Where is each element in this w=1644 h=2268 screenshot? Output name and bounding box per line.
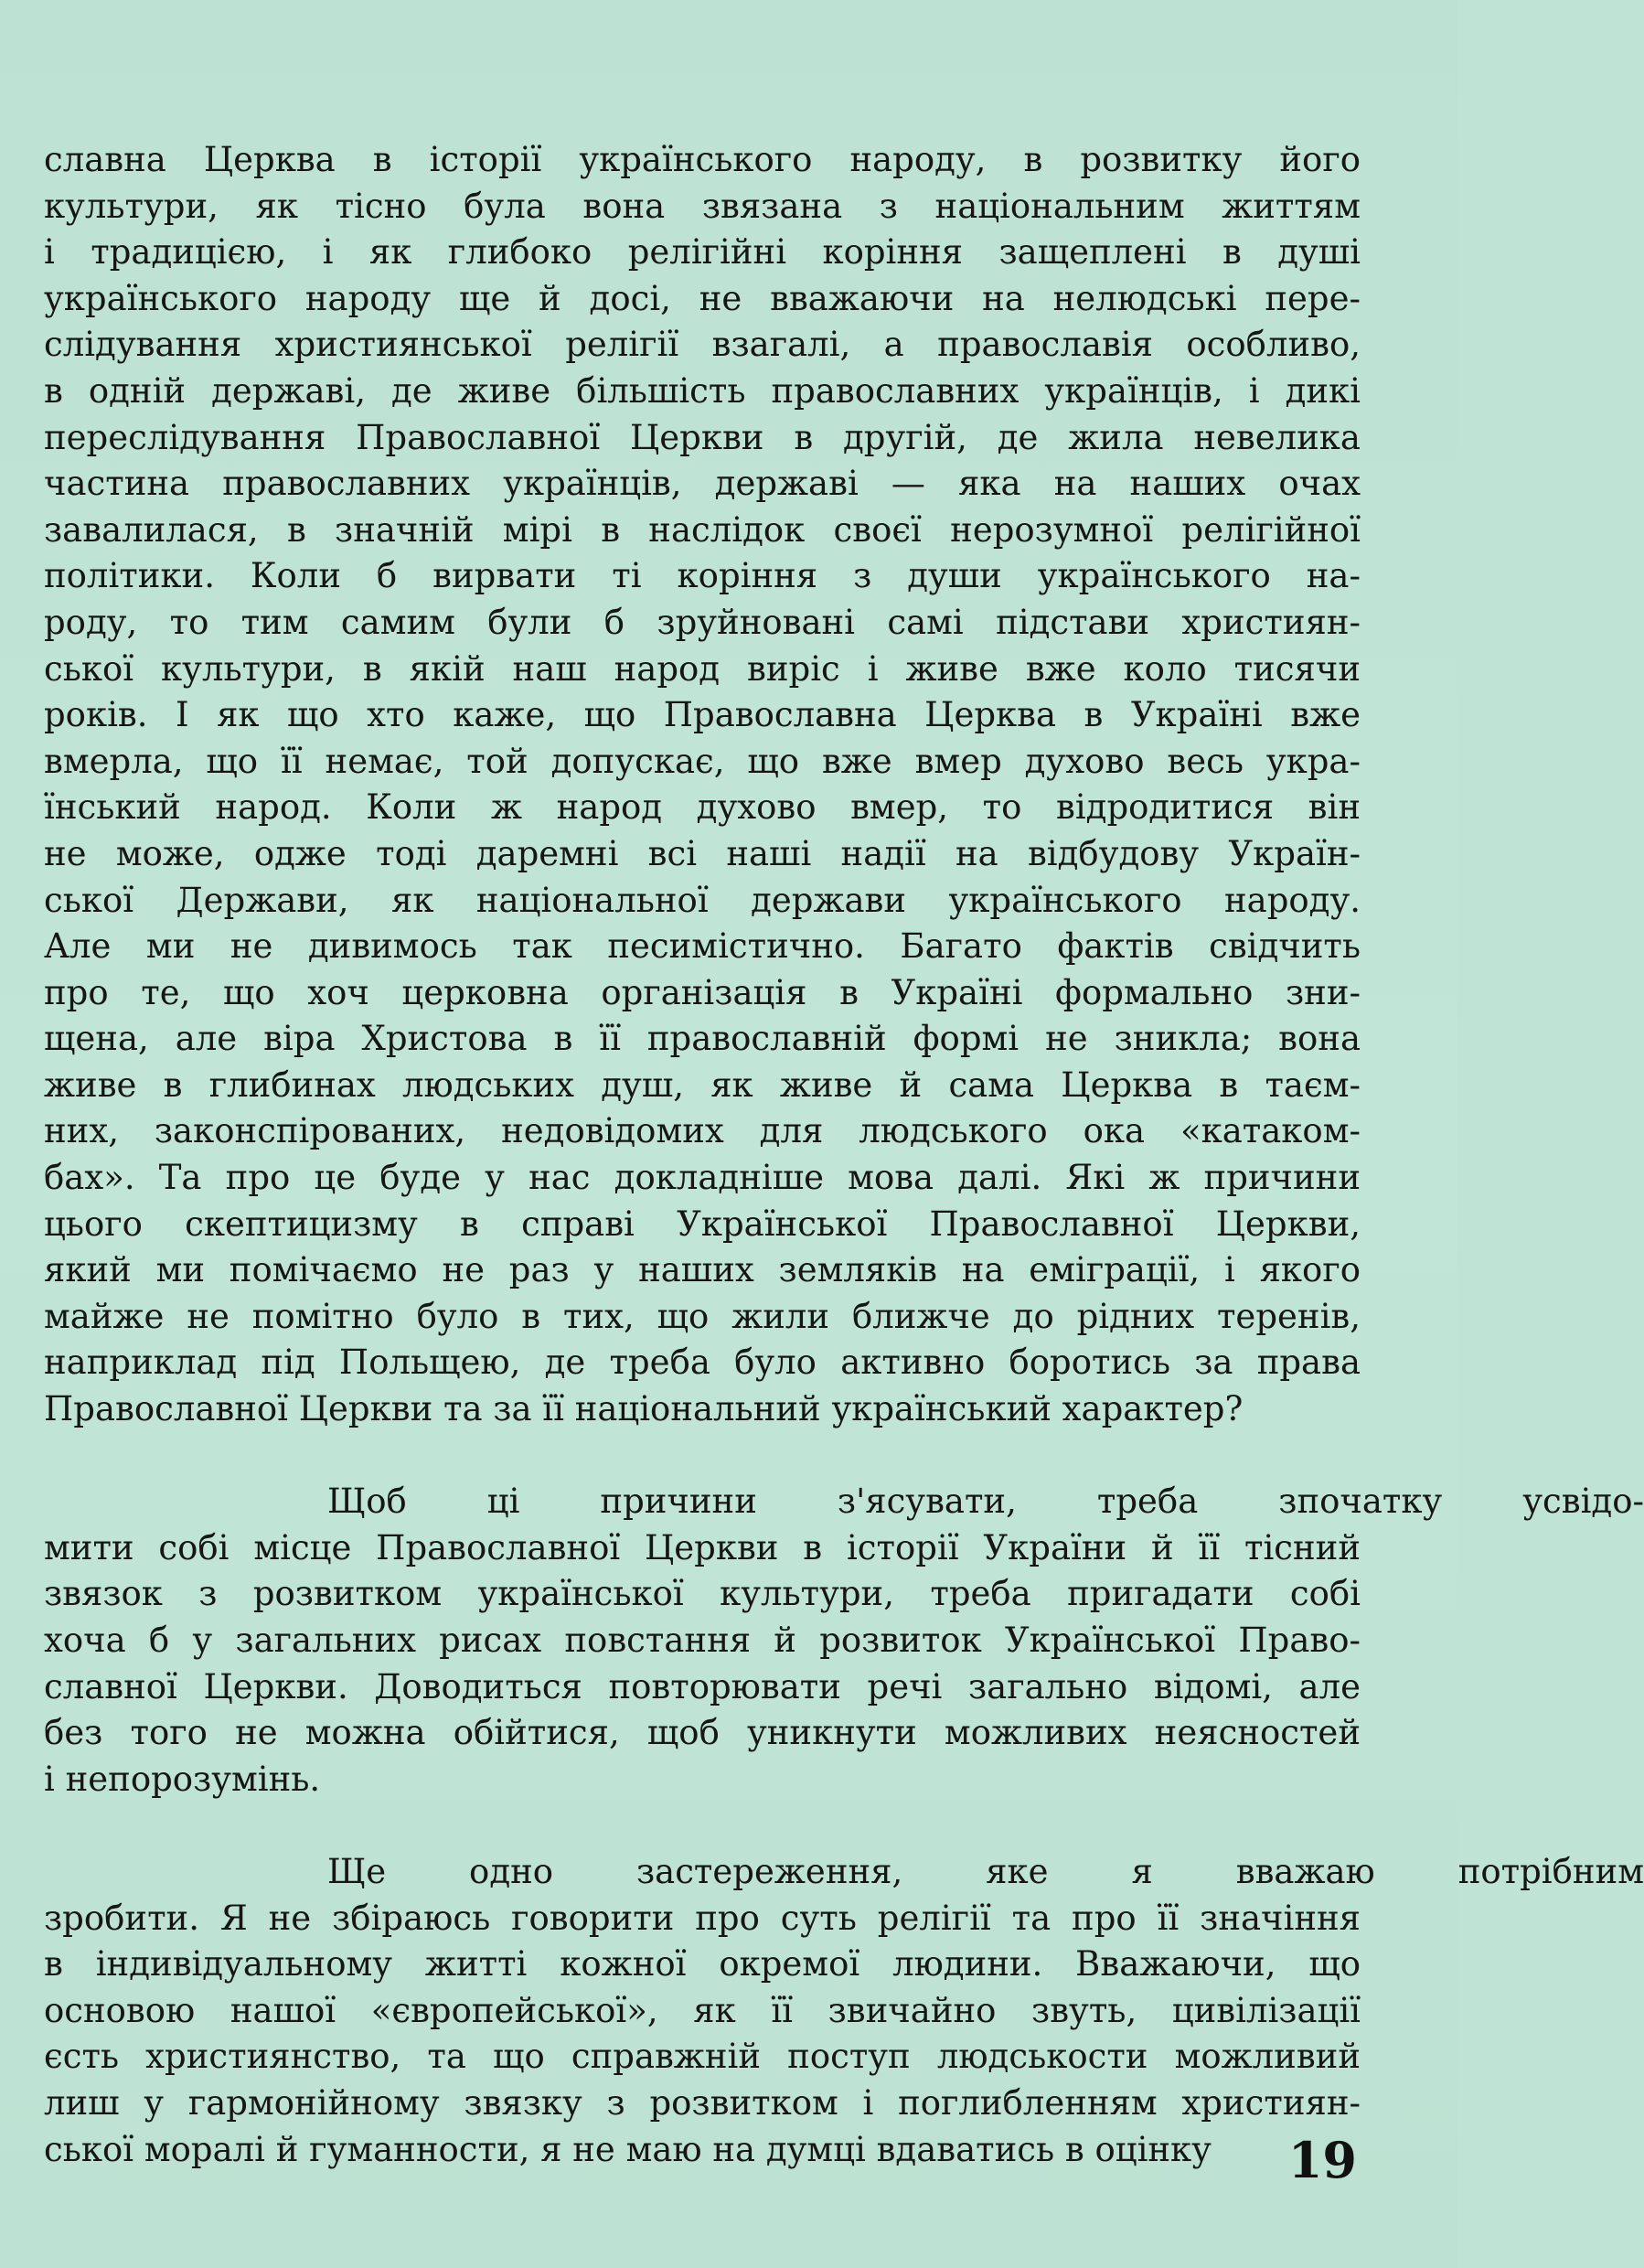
text-line: і традицією, і як глибоко релігійні коріння защеплені в душі <box>44 232 1361 273</box>
text-line: основою нашої «європейської», як її звичайно звуть, цивілізації <box>44 1990 1361 2030</box>
text-line: роду, то тим самим були б зруйновані самі підстави християн- <box>44 602 1361 642</box>
text-line: їнський народ. Коли ж народ духово вмер, то відродитися він <box>44 787 1361 828</box>
text-line: не може, одже тоді даремні всі наші надії на відбудову Україн- <box>44 833 1361 873</box>
text-line: про те, що хоч церковна організація в Україні формально зни- <box>44 972 1361 1012</box>
text-line: єсть християнство, та що справжній поступ людськости можливий <box>44 2037 1361 2077</box>
text-line: наприклад під Польщею, де треба було активно боротись за права <box>44 1343 1361 1383</box>
text-line: частина православних українців, державі — яка на наших очах <box>44 464 1361 504</box>
text-line: славна Церква в історії українського народу, в розвитку його <box>44 140 1361 179</box>
text-line: славної Церкви. Доводиться повторювати речі загально відомі, але <box>44 1666 1361 1706</box>
text-line: Щоб ці причини з'ясувати, треба зпочатку усвідо- <box>327 1482 1644 1522</box>
text-line: в одній державі, де живе більшість православних українців, і дикі <box>44 370 1361 411</box>
text-line: років. І як що хто каже, що Православна Церква в Україні вже <box>44 695 1361 735</box>
text-line: політики. Коли б вирвати ті коріння з души українського на- <box>44 556 1361 596</box>
text-line: ської культури, в якій наш народ виріс і живе вже коло тисячи <box>44 648 1361 689</box>
text-line: цього скептицизму в справі Української Православної Церкви, <box>44 1204 1361 1244</box>
text-line: в індивідуальному житті кожної окремої людини. Вважаючи, що <box>44 1944 1361 1984</box>
text-line: без того не можна обійтися, щоб уникнути можливих неясностей <box>44 1713 1361 1753</box>
paragraph-gap <box>44 1803 1361 1849</box>
text-line: Ще одно застереження, яке я вважаю потрібним <box>327 1851 1644 1891</box>
text-line: ської Держави, як національної держави українського народу. <box>44 880 1361 920</box>
body-text <box>44 137 1644 2173</box>
text-line: і непорозумінь. <box>44 1759 321 1799</box>
text-line: ської моралі й гуманности, я не маю на думці вдаватись в оцінку <box>44 2129 1212 2169</box>
text-line: майже не помітно було в тих, що жили ближче до рідних теренів, <box>44 1296 1361 1336</box>
text-line: звязок з розвитком української культури, треба пригадати собі <box>44 1574 1361 1614</box>
text-line: культури, як тісно була вона звязана з національним життям <box>44 186 1361 226</box>
text-line: який ми помічаємо не раз у наших земляків на еміграції, і якого <box>44 1250 1361 1290</box>
page-number: 19 <box>1287 2131 1357 2189</box>
text-line: Але ми не дивимось так песимістично. Багато фактів свідчить <box>44 926 1361 967</box>
text-line: них, законспірованих, недовідомих для людського ока «катаком- <box>44 1111 1361 1151</box>
text-line: Православної Церкви та за її національний український характер? <box>44 1389 1244 1429</box>
paragraph-gap <box>44 1433 1361 1480</box>
text-line: слідування християнської релігії взагалі, а православія особливо, <box>44 325 1361 365</box>
text-line: живе в глибинах людських душ, як живе й сама Церква в таєм- <box>44 1064 1361 1105</box>
text-line: переслідування Православної Церкви в другій, де жила невелика <box>44 417 1361 457</box>
text-line: щена, але віра Христова в її православній формі не зникла; вона <box>44 1019 1361 1059</box>
paragraph <box>44 1849 1644 2173</box>
paragraph <box>44 1479 1644 1803</box>
text-line: вмерла, що її немає, той допускає, що вже вмер духово весь укра- <box>44 741 1361 781</box>
text-line: хоча б у загальних рисах повстання й розвиток Української Право- <box>44 1621 1361 1660</box>
text-line: завалилася, в значній мірі в наслідок своєї нерозумної релігійної <box>44 509 1361 550</box>
text-line: лиш у гармонійному звязку з розвитком і поглибленням християн- <box>44 2082 1361 2123</box>
text-line: зробити. Я не збіраюсь говорити про суть релігії та про її значіння <box>44 1898 1361 1938</box>
text-line: мити собі місце Православної Церкви в історії України й її тісний <box>44 1527 1361 1567</box>
text-line: українського народу ще й досі, не вважаючи на нелюдські пере- <box>44 278 1361 318</box>
paragraph <box>44 137 1361 1433</box>
text-line: бах». Та про це буде у нас докладніше мова далі. Які ж причини <box>44 1158 1361 1198</box>
